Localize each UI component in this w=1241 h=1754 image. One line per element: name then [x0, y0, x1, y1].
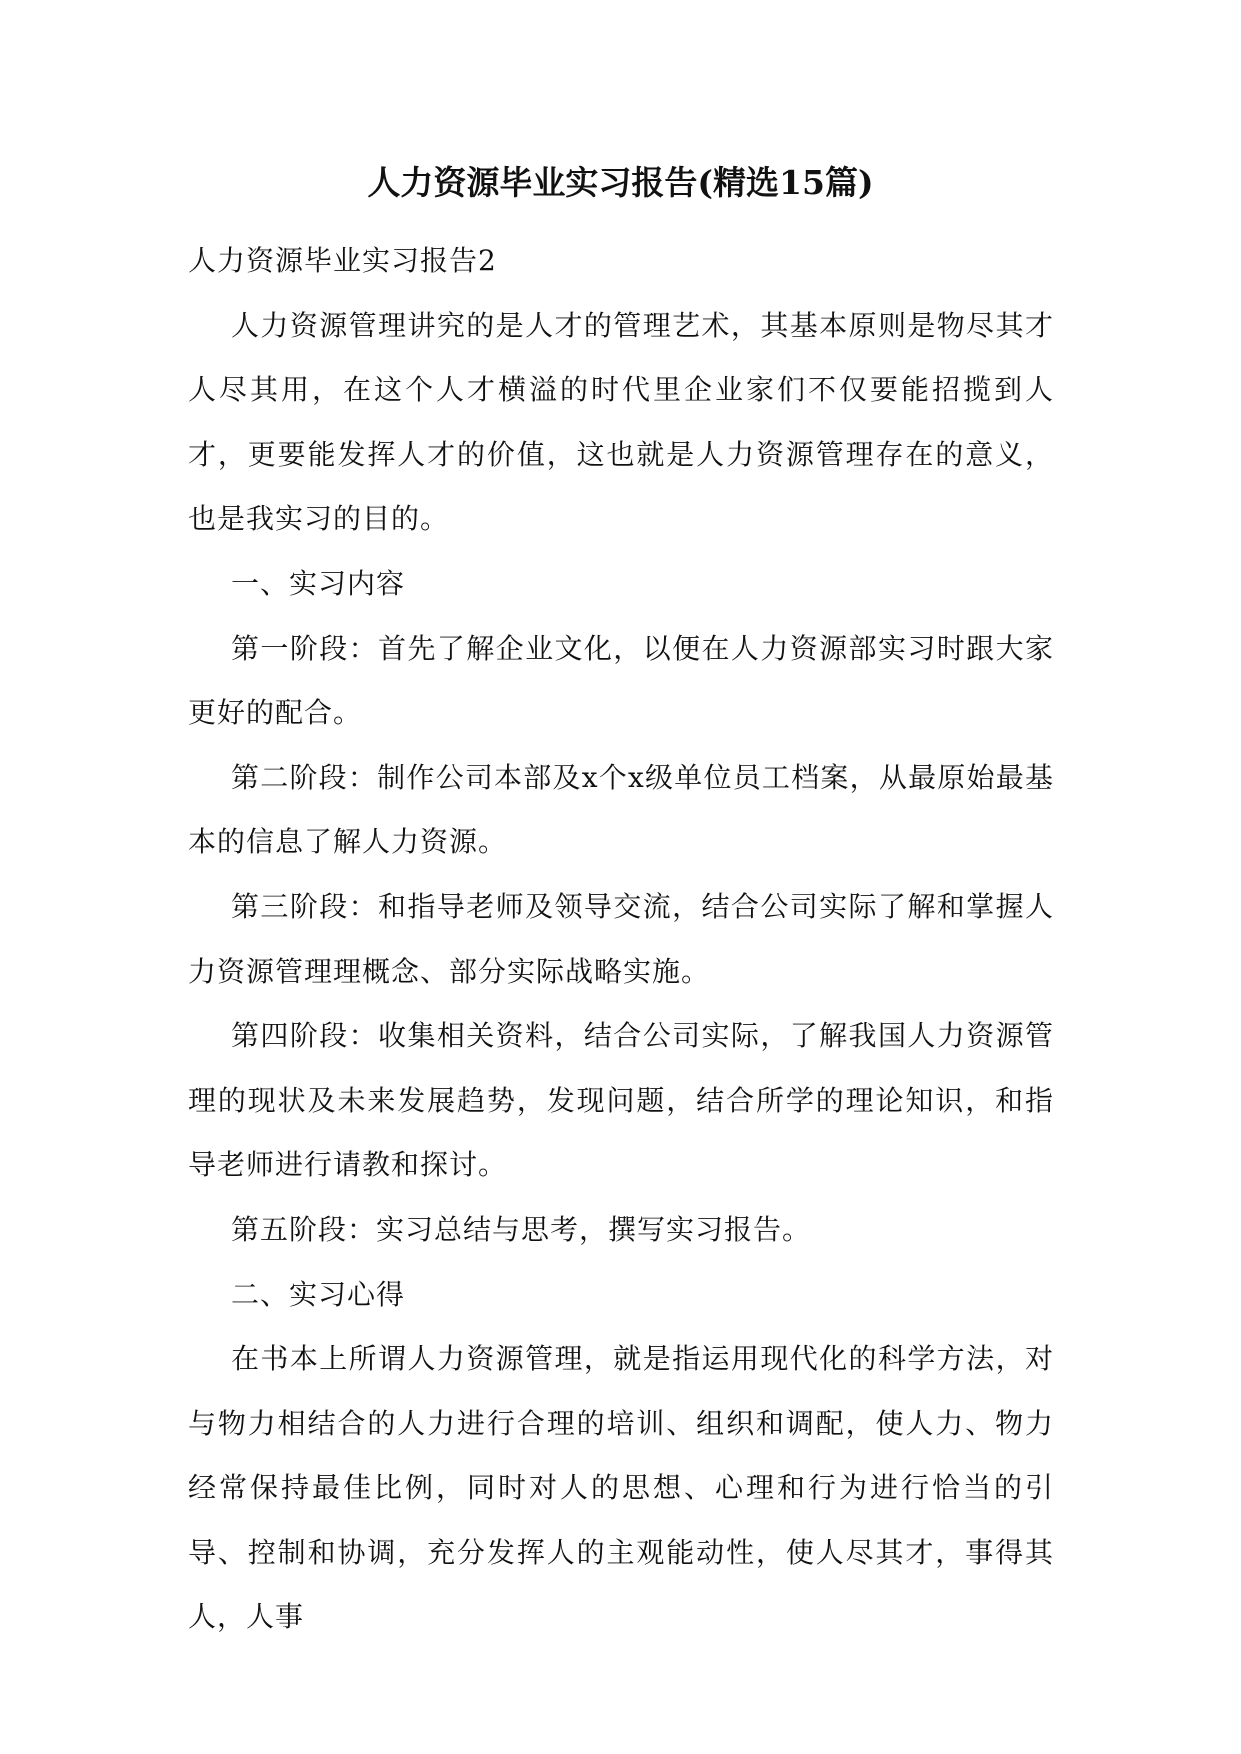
heading-internship-content: 一、实习内容 — [231, 566, 406, 600]
paragraph-intro: 人力资源管理讲究的是人才的管理艺术，其基本原则是物尽其才人尽其用，在这个人才横溢的时代里企业家们不仅要能招揽到人才，更要能发挥人才的价值，这也就是人力资源管理存在的意义，也是我实习的目的。 — [188, 308, 1054, 536]
document-title: 人力资源毕业实习报告(精选15篇) — [367, 163, 874, 202]
heading-internship-insights: 二、实习心得 — [231, 1277, 406, 1311]
paragraph-stage-4: 第四阶段：收集相关资料，结合公司实际，了解我国人力资源管理的现状及未来发展趋势，发现问题，结合所学的理论知识，和指导老师进行请教和探讨。 — [188, 1019, 1054, 1182]
paragraph-stage-1: 第一阶段：首先了解企业文化，以便在人力资源部实习时跟大家更好的配合。 — [188, 631, 1054, 730]
document-body — [188, 229, 1054, 1650]
section-heading: 人力资源毕业实习报告2 — [188, 244, 497, 277]
paragraph-stage-2: 第二阶段：制作公司本部及x个x级单位员工档案，从最原始最基本的信息了解人力资源。 — [188, 760, 1054, 859]
paragraph-insights: 在书本上所谓人力资源管理，就是指运用现代化的科学方法，对与物力相结合的人力进行合理的培训、组织和调配，使人力、物力经常保持最佳比例，同时对人的思想、心理和行为进行恰当的引导、控制和协调，充分发挥人的主观能动性，使人尽其才，事得其人，人事 — [188, 1342, 1054, 1634]
paragraph-stage-3: 第三阶段：和指导老师及领导交流，结合公司实际了解和掌握人力资源管理理概念、部分实际战略实施。 — [188, 889, 1054, 988]
paragraph-stage-5: 第五阶段：实习总结与思考，撰写实习报告。 — [231, 1212, 812, 1246]
